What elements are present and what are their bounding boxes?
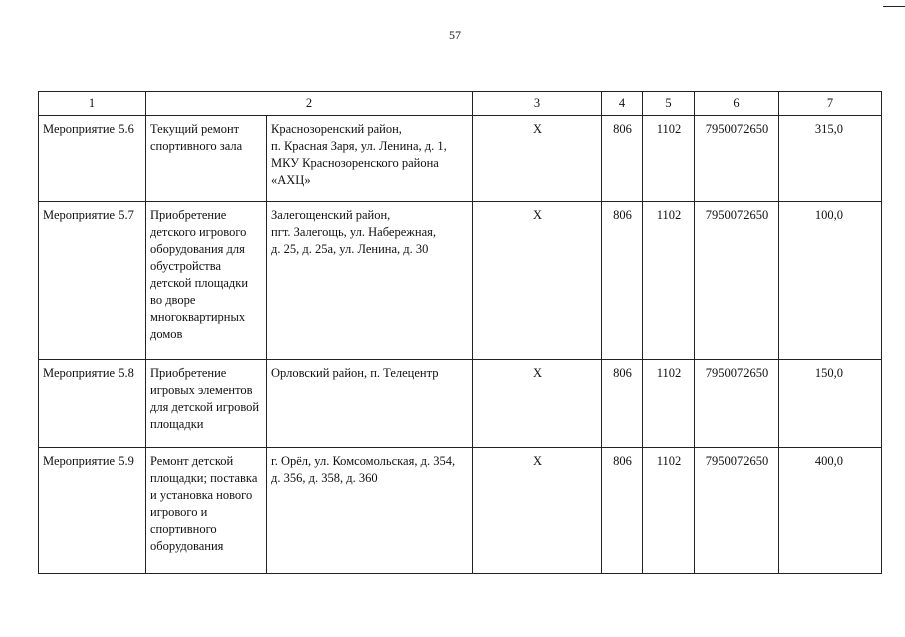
col4-cell: 806 xyxy=(602,202,643,360)
col3-cell: X xyxy=(473,448,602,574)
header-cell: 7 xyxy=(779,92,882,116)
header-cell: 3 xyxy=(473,92,602,116)
address-line: Залегощенский район, xyxy=(271,208,391,222)
address-cell xyxy=(267,116,473,202)
col6-cell: 7950072650 xyxy=(695,116,779,202)
col7-cell: 400,0 xyxy=(779,448,882,574)
header-cell: 1 xyxy=(39,92,146,116)
table-row xyxy=(39,202,882,360)
table-header-row xyxy=(39,92,882,116)
col4-cell: 806 xyxy=(602,448,643,574)
table-row xyxy=(39,360,882,448)
col4-cell: 806 xyxy=(602,116,643,202)
page-number: 57 xyxy=(449,28,461,42)
col6-cell: 7950072650 xyxy=(695,360,779,448)
col4-cell: 806 xyxy=(602,360,643,448)
address-line: «АХЦ» xyxy=(271,173,311,187)
table-row xyxy=(39,448,882,574)
address-cell xyxy=(267,448,473,574)
event-cell: Мероприятие 5.6 xyxy=(39,116,146,202)
address-line: Орловский район, п. Телецентр xyxy=(271,366,439,380)
address-line: Краснозоренский район, xyxy=(271,122,402,136)
address-line: п. Красная Заря, ул. Ленина, д. 1, xyxy=(271,139,447,153)
address-line: МКУ Краснозоренского района xyxy=(271,156,439,170)
header-cell: 5 xyxy=(643,92,695,116)
address-cell xyxy=(267,360,473,448)
col5-cell: 1102 xyxy=(643,360,695,448)
col6-cell: 7950072650 xyxy=(695,448,779,574)
event-cell: Мероприятие 5.8 xyxy=(39,360,146,448)
col5-cell: 1102 xyxy=(643,202,695,360)
col5-cell: 1102 xyxy=(643,448,695,574)
description-cell: Ремонт детской площадки; поставка и установка нового игрового и спортивного оборудования xyxy=(146,448,267,574)
col7-cell: 150,0 xyxy=(779,360,882,448)
event-cell: Мероприятие 5.7 xyxy=(39,202,146,360)
col7-cell: 100,0 xyxy=(779,202,882,360)
header-cell: 2 xyxy=(146,92,473,116)
event-cell: Мероприятие 5.9 xyxy=(39,448,146,574)
description-cell: Приобретение детского игрового оборудования для обустройства детской площадки во дворе многоквартирных домов xyxy=(146,202,267,360)
scan-edge-mark xyxy=(883,6,905,7)
col5-cell: 1102 xyxy=(643,116,695,202)
header-cell: 6 xyxy=(695,92,779,116)
description-cell: Приобретение игровых элементов для детской игровой площадки xyxy=(146,360,267,448)
address-line: пгт. Залегощь, ул. Набережная, xyxy=(271,225,436,239)
address-cell xyxy=(267,202,473,360)
address-line: г. Орёл, ул. Комсомольская, д. 354, xyxy=(271,454,456,468)
address-line: д. 25, д. 25а, ул. Ленина, д. 30 xyxy=(271,242,429,256)
description-cell: Текущий ремонт спортивного зала xyxy=(146,116,267,202)
col3-cell: X xyxy=(473,360,602,448)
col7-cell: 315,0 xyxy=(779,116,882,202)
col3-cell: X xyxy=(473,202,602,360)
table-row xyxy=(39,116,882,202)
budget-table xyxy=(38,91,882,574)
col3-cell: X xyxy=(473,116,602,202)
address-line: д. 356, д. 358, д. 360 xyxy=(271,471,378,485)
header-cell: 4 xyxy=(602,92,643,116)
col6-cell: 7950072650 xyxy=(695,202,779,360)
